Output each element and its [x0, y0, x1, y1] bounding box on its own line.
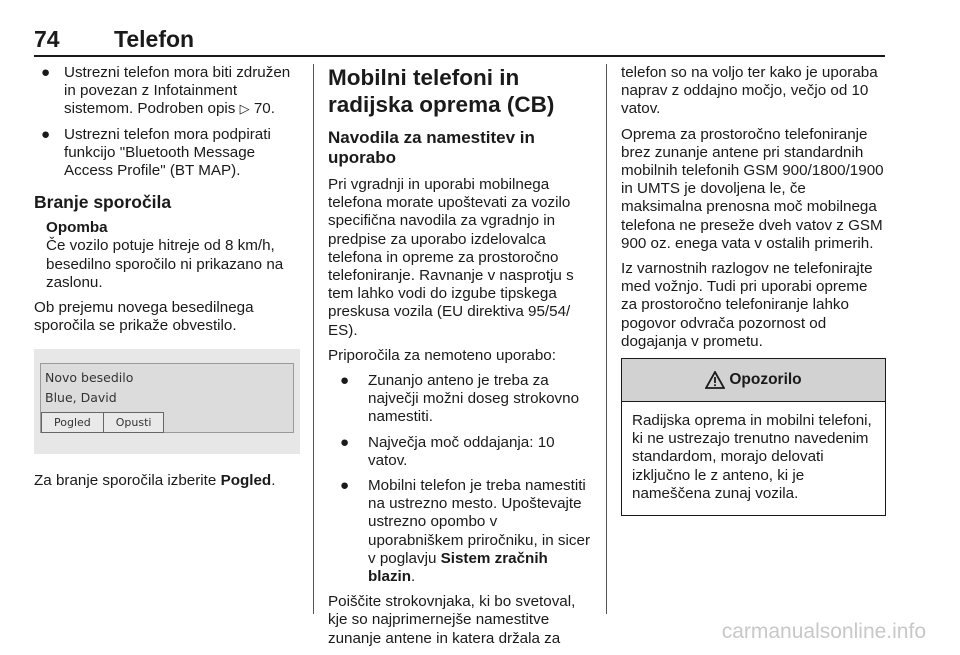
column-1: [34, 64, 300, 498]
warning-text: Radijska oprema in mobilni telefoni, ki ne ustrezajo trenutno navedenim standardom, morajo delovati izključno le z anteno, ki je nameščena zunaj vozila.: [632, 412, 872, 502]
list-item: ● Zunanjo anteno je treba za največji možni doseg strokovno namestiti.: [340, 372, 580, 426]
bullet-icon: ●: [340, 477, 350, 495]
bullet-icon: ●: [340, 372, 350, 390]
warning-icon: [705, 371, 725, 389]
message-notification-screen: [40, 363, 294, 433]
bullet-icon: ●: [340, 433, 350, 451]
chapter-title: Telefon: [114, 26, 195, 52]
paragraph: Iz varnostnih razlogov ne telefonirajte med vožnjo. Tudi pri uporabi opreme za prostoročno telefoniranje lahko pogovor odvrača pozornost od dogajanja v prometu.: [621, 260, 873, 350]
warning-header: [622, 359, 885, 402]
paragraph: Za branje sporočila izberite Pogled.: [34, 472, 276, 490]
page-header: [34, 26, 885, 56]
airbag-section-link: Sistem zračnih blazin: [368, 549, 548, 586]
screen-illustration: [34, 349, 300, 454]
column-3: [621, 64, 886, 516]
bullet-icon: ●: [41, 64, 51, 81]
page-reference[interactable]: 70.: [253, 100, 275, 118]
paragraph: Poiščite strokovnjaka, ki bo svetoval, kje so najprimernejše namestitve zunanje antene in katera držala za: [328, 593, 576, 647]
bullet-icon: ●: [41, 125, 51, 143]
dismiss-button[interactable]: Opusti: [103, 412, 165, 433]
requirements-list: [34, 64, 300, 180]
view-label: Pogled: [220, 472, 272, 490]
list-item: ● Največja moč oddajanja: 10 vatov.: [340, 433, 555, 469]
column-2: [328, 64, 592, 655]
warning-title: Opozorilo: [729, 370, 802, 388]
page-reference-icon: ▷: [239, 101, 250, 117]
paragraph: Priporočila za nemoteno uporabo:: [328, 346, 556, 364]
list-item: ● Ustrezni telefon mora biti združen in povezan z Infotainment sistemom. Podroben opis ▷ 70.: [41, 64, 291, 118]
list-item: ● Mobilni telefon je treba namestiti na ustrezno mesto. Upoštevajte ustrezno opombo v uporabniškem priročniku, in sicer v poglavju Sistem zračnih blazin.: [340, 477, 590, 586]
paragraph: telefon so na voljo ter kako je uporaba naprav z oddajno močjo, večjo od 10 vatov.: [621, 64, 878, 118]
screen-title: Novo besedilo: [45, 370, 134, 386]
screen-sender: Blue, David: [45, 390, 117, 406]
recommendations-list: [328, 372, 592, 586]
section-subtitle: Navodila za namestitev in uporabo: [328, 128, 535, 167]
section-title: Mobilni telefoni in radijska oprema (CB): [328, 65, 555, 117]
watermark: carmanualsonline.info: [721, 620, 926, 643]
screen-buttons: [41, 412, 163, 433]
paragraph: Ob prejemu novega besedilnega sporočila se prikaže obvestilo.: [34, 299, 254, 335]
note-title: Opomba: [46, 219, 108, 237]
column-divider-2: [606, 64, 607, 614]
list-item: ● Ustrezni telefon mora podpirati funkcijo "Bluetooth Message Access Profile" (BT MAP).: [41, 125, 271, 180]
paragraph: Pri vgradnji in uporabi mobilnega telefona morate upoštevati za vozilo specifična navodila za vgradnjo in predpise za uporabo izdelovalca telefona in opreme za prostoročno telefoniranje. Ravnanje v nasprotju s tem lahko vodi do izgube tipskega preskusa vozila (EU direktiva 95/54/ ES).: [328, 176, 574, 339]
view-button[interactable]: Pogled: [41, 412, 104, 433]
header-rule: [34, 55, 885, 57]
page-number: 74: [34, 26, 60, 52]
paragraph: Oprema za prostoročno telefoniranje brez zunanje antene pri standardnih mobilnih telefonih GSM 900/1800/1900 in UMTS je dovoljena le, če maksimalna prenosna moč mobilnega telefona ne preseže dveh vatov z GSM 900 oz. enega vata v ostalih primerih.: [621, 125, 884, 252]
warning-box: [621, 358, 886, 516]
note-text: Če vozilo potuje hitreje od 8 km/h, besedilno sporočilo ni prikazano na zaslonu.: [46, 237, 284, 291]
section-heading: Branje sporočila: [34, 192, 172, 213]
column-divider-1: [313, 64, 314, 614]
note-block: [46, 219, 300, 292]
